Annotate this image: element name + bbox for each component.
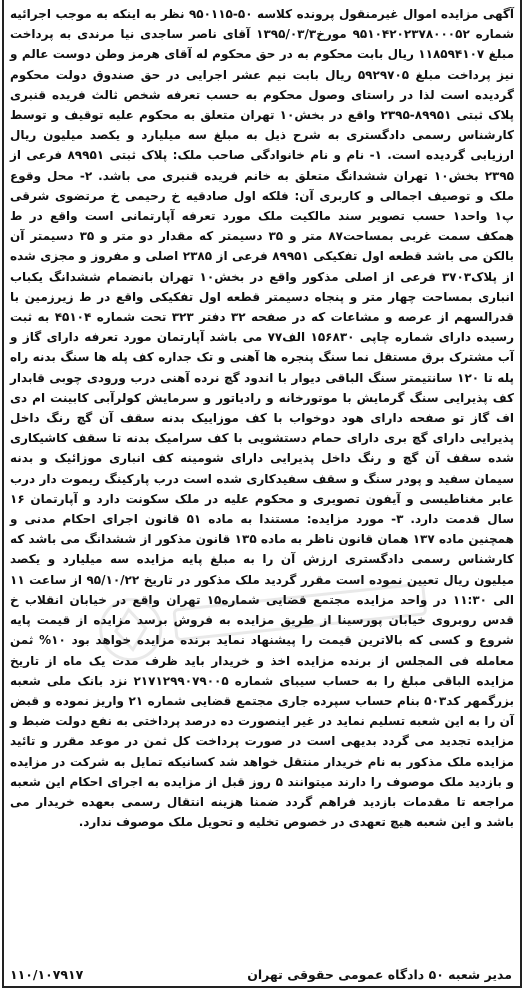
notice-body xyxy=(10,4,514,832)
notice-paragraph: آگهی مزایده اموال غیرمنقول پرونده کلاسه ۵۰-۹۵۰۱۱۵ نظر به اینکه به موجب اجرائیه شماره ۹۵۱۰۴۲۰۲۳۷۸۰۰۰۵۲ مورخ۱۳۹۵/۰۳/۳ آقای ناصر ساجدی نیا مرندی به پرداخت مبلغ ۱۱۸۵۹۴۱۰۷ ریال بابت محکوم به در حق محکوم له آقای هرمز وطن دوست عالم و نیز پرداخت مبلغ ۵۹۲۹۷۰۵ ریال بابت نیم عشر اجرایی در حق صندوق دولت محکوم گردیده است لذا در راستای وصول محکوم به حسب تعرفه شخص ثالث فریده قنبری پلاک ثبتی ۸۹۹۵۱-۲۳۹۵ واقع در بخش۱۰ تهران متعلق به محکوم علیه توقیف و توسط کارشناس رسمی دادگستری به شرح ذیل به مبلغ سه میلیارد و یکصد میلیون ریال ارزیابی گردیده است. ۱- نام و نام خانوادگی صاحب ملک: پلاک ثبتی ۸۹۹۵۱ فرعی از ۲۳۹۵ بخش۱۰ تهران ششدانگ متعلق به خانم فریده قنبری می باشد. ۲- محل وقوع ملک و توصیف اجمالی و کاربری آن: فلکه اول صادقیه خ رحیمی خ مرتضوی شرقی پ۱ واحد۱ حسب تصویر سند مالکیت ملک مورد تعرفه آپارتمانی است واقع در ط همکف سمت غربی بمساحت۸۷ متر و ۳۵ دسیمتر که مقدار دو متر و ۳۵ دسیمتر آن بالکن می باشد قطعه اول تفکیکی ۸۹۹۵۱ فرعی از ۲۳۸۵ اصلی و مفروز و مجزی شده از پلاک۳۷۰۳ فرعی از اصلی مذکور واقع در بخش۱۰ تهران بانضمام ششدانگ یکباب انباری بمساحت چهار متر و پنجاه دسیمتر قطعه اول تفکیکی واقع در ط زیرزمین با قدرالسهم از عرصه و مشاعات که در صفحه ۳۲ دفتر ۳۲۳ تحت شماره ۴۵۱۰۴ به ثبت رسیده دارای شماره چاپی ۱۵۶۸۳۰ الف۷۷ می باشد آپارتمان مورد تعرفه دارای گاز و آب مشترک برق مستقل نما سنگ پنجره ها آهنی و تک جداره کف پله ها سنگ بدنه راه پله تا ۱۲۰ سانتیمتر سنگ الباقی دیوار با اندود گچ نرده آهنی درب ورودی چوبی قابدار کف پذیرایی سنگ گرمایش با موتورخانه و رادیاتور و سرمایش کولرآبی کابینت ام دی اف گاز تو صفحه دارای هود دوخواب با کف موزاییک بدنه سقف آن گچ رنگ داخل پذیرایی دارای گچ بری دارای حمام دستشویی با کف سرامیک بدنه تا سقف کاشیکاری شده سقف آن گچ و رنگ داخل پذیرایی دارای شومینه کف انباری موزائیک و بدنه سیمان سفید و پودر سنگ و سقف سفیدکاری شده است درب پارکینگ ریموت دار درب عابر مغناطیسی و آیفون تصویری و محکوم علیه در ملک سکونت دارد و آپارتمان ۱۶ سال قدمت دارد. ۳- مورد مزایده: مستندا به ماده ۵۱ قانون اجرای احکام مدنی و همچنین ماده ۱۳۷ همان قانون ناظر به ماده ۱۳۵ قانون مذکور از ششدانگ می باشد که کارشناس رسمی دادگستری ارزش آن را به مبلغ پایه مزایده سه میلیارد و یکصد میلیون ریال تعیین نموده است مقرر گردید ملک مذکور در تاریخ ۹۵/۱۰/۲۲ از ساعت ۱۱ الی ۱۱:۳۰ در واحد مزایده مجتمع قضایی شماره۱۵ تهران واقع در خیابان انقلاب خ قدس روبروی خیابان پورسینا از طریق مزایده به فروش برسد مزایده از قیمت پایه شروع و کسی که بالاترین قیمت را پیشنهاد نماید برنده مزایده خواهد بود ۱۰% ثمن معامله فی المجلس از برنده مزایده اخذ و خریدار باید ظرف مدت یک ماه از تاریخ مزایده الباقی مبلغ را به حساب سیبای شماره ۲۱۷۱۲۹۹۰۷۹۰۰۵ نزد بانک ملی شعبه بزرگمهر کد۵۰۳ بنام حساب سپرده جاری مجتمع قضایی شماره ۲۱ واریز نموده و قبض آن را به این شعبه تسلیم نماید در غیر اینصورت ده درصد پرداختی به نفع دولت ضبط و مزایده تجدید می گردد بدیهی است در صورت پرداخت کل ثمن در موعد مقرر و تائید مزایده ملک مذکور به نام خریدار منتقل خواهد شد کسانیکه تمایل به شرکت در مزایده و بازدید ملک موصوف را دارند میتوانند ۵ روز قبل از مزایده به اجرای احکام این شعبه مراجعه تا مقدمات بازدید فراهم گردد ضمنا هزینه انتقال رسمی بعهده خریدار می باشد و این شعبه هیچ تعهدی در خصوص تخلیه و تحویل ملک موصوف ندارد. xyxy=(10,7,515,830)
reference-number: ۱۱۰/۱۰۷۹۱۷ xyxy=(10,966,84,982)
notice-footer xyxy=(10,964,512,984)
legal-notice xyxy=(2,0,522,988)
signature-line: مدیر شعبه ۵۰ دادگاه عمومی حقوقی تهران xyxy=(247,966,512,982)
